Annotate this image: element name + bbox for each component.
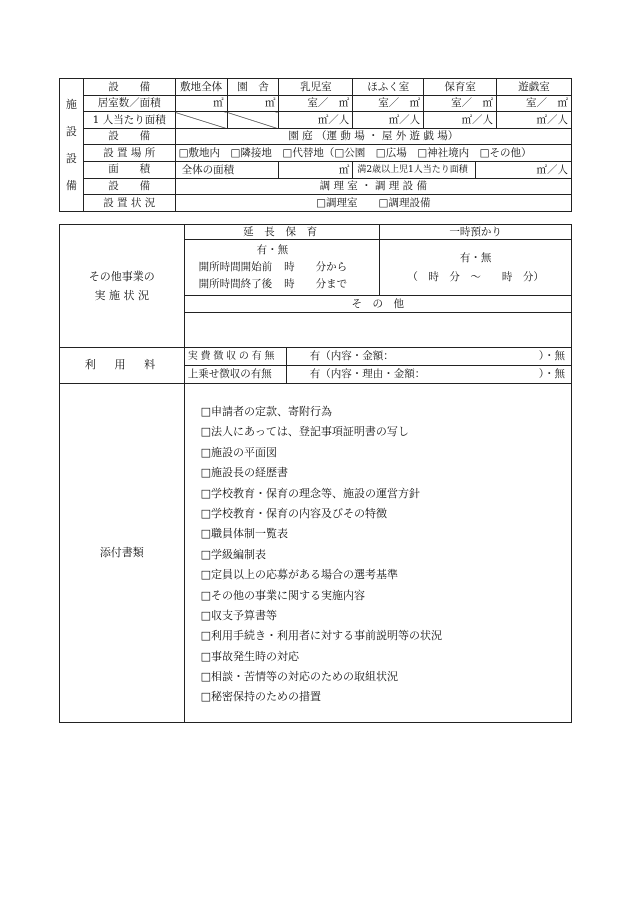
- attachments-list: [184, 384, 571, 723]
- per-child-area-unit: ㎡／人: [536, 163, 568, 176]
- actual-cost-value: 有（内容・金額： ）・無: [286, 348, 571, 366]
- per-child-area-label: 満2歳以上児1人当たり面積: [353, 162, 476, 178]
- per-person-label: 1 人当たり面積: [83, 112, 175, 129]
- attachment-item: □施設の平面図: [200, 445, 278, 459]
- total-area-unit: ㎡: [338, 163, 350, 176]
- attachment-item: □施設長の経歴書: [200, 466, 289, 480]
- attachment-item: □学校教育・保育の内容及びその特徴: [200, 506, 388, 520]
- attachment-item: □事故発生時の対応: [200, 649, 300, 663]
- before-opening-label: 開所時間開始前: [198, 261, 273, 273]
- attachment-item: □その他の事業に関する実施内容: [200, 588, 366, 602]
- area-cell: 室／ ㎡: [497, 95, 572, 112]
- diagonal-cell: [175, 112, 227, 129]
- temporary-care-header: 一時預かり: [380, 225, 572, 240]
- after-closing-label: 開所時間終了後: [198, 278, 273, 290]
- location-options: □敷地内 □隣接地 □代替地（□公園 □広場 □神社境内 □その他）: [175, 145, 571, 162]
- garden-area-label: 面 積: [83, 161, 175, 178]
- diagonal-cell: [227, 112, 279, 129]
- attachment-item: □収支予算書等: [200, 608, 278, 622]
- per-person-cell: ㎡／人: [424, 112, 497, 129]
- attachment-item: □秘密保持のための措置: [200, 690, 322, 704]
- extra-charge-value: 有（内容・理由・金額： ）・無: [286, 366, 571, 384]
- area-cell: 室／ ㎡: [353, 95, 424, 112]
- kitchen-status-options: □調理室 □調理設備: [175, 195, 571, 212]
- kitchen-status-label: 設 置 状 況: [83, 195, 175, 212]
- attachment-item: □申請者の定款、寄附行為: [200, 405, 333, 418]
- extended-care-yes-no: 有・無: [256, 244, 289, 256]
- attachments-table: [59, 383, 572, 723]
- area-cell: ㎡: [175, 95, 227, 112]
- attachment-item: □相談・苦情等の対応のための取組状況: [200, 670, 399, 684]
- per-person-cell: ㎡／人: [353, 112, 424, 129]
- area-cell: 室／ ㎡: [424, 95, 497, 112]
- total-area-cell: [175, 161, 353, 178]
- equipment-label: 設 備: [83, 79, 175, 96]
- attachment-item: □利用手続き・利用者に対する事前説明等の状況: [200, 629, 443, 643]
- extended-care-header: 延 長 保 育: [184, 225, 380, 240]
- per-child-area-cell: [353, 161, 572, 178]
- col-nursery-room: 保育室: [424, 79, 497, 96]
- temporary-care-detail: [380, 240, 572, 296]
- facility-table: [59, 78, 572, 212]
- fees-table: [59, 347, 572, 384]
- per-person-cell: ㎡／人: [279, 112, 353, 129]
- others-header: そ の 他: [184, 296, 571, 313]
- fees-label: 利 用 料: [60, 348, 185, 384]
- area-cell: 室／ ㎡: [279, 95, 353, 112]
- before-opening-time: 時 分から: [284, 261, 348, 273]
- attachment-item: □職員体制一覧表: [200, 527, 289, 541]
- others-content: [184, 313, 571, 348]
- extended-care-detail: [184, 240, 380, 296]
- kitchen-label: 設 備: [83, 178, 175, 195]
- attachment-item: □定員以上の応募がある場合の選考基準: [200, 568, 399, 582]
- extra-charge-label: 上乗せ徴収の有無: [184, 366, 286, 384]
- actual-cost-label: 実 費 徴 収 の 有 無: [184, 348, 286, 366]
- other-services-label: その他事業の 実 施 状 況: [60, 225, 185, 348]
- area-label: 居室数／面積: [83, 95, 175, 112]
- per-person-cell: ㎡／人: [497, 112, 572, 129]
- col-site: 敷地全体: [175, 79, 227, 96]
- facility-section-label: 施 設 設 備: [60, 79, 84, 212]
- attachment-item: □学級編制表: [200, 547, 267, 561]
- total-area-label: 全体の面積: [176, 162, 279, 178]
- after-closing-time: 時 分まで: [284, 278, 348, 290]
- kitchen-title: 調 理 室 ・ 調 理 設 備: [175, 178, 571, 195]
- garden-title: 園 庭 （運 動 場 ・ 屋 外 遊 戯 場）: [175, 128, 571, 145]
- temporary-care-time: （ 時 分 ～ 時 分）: [407, 270, 544, 283]
- col-playroom: 遊戯室: [497, 79, 572, 96]
- area-cell: ㎡: [227, 95, 279, 112]
- temporary-care-yes-no: 有・無: [459, 251, 492, 264]
- attachments-label: 添付書類: [60, 384, 185, 723]
- attachment-item: □学校教育・保育の理念等、施設の運営方針: [200, 486, 421, 500]
- other-services-table: [59, 224, 572, 348]
- col-crawling-room: ほふく室: [353, 79, 424, 96]
- attachment-item: □法人にあっては、登記事項証明書の写し: [200, 425, 409, 439]
- col-infant-room: 乳児室: [279, 79, 353, 96]
- col-building: 園 舎: [227, 79, 279, 96]
- location-label: 設 置 場 所: [83, 145, 175, 162]
- garden-label: 設 備: [83, 128, 175, 145]
